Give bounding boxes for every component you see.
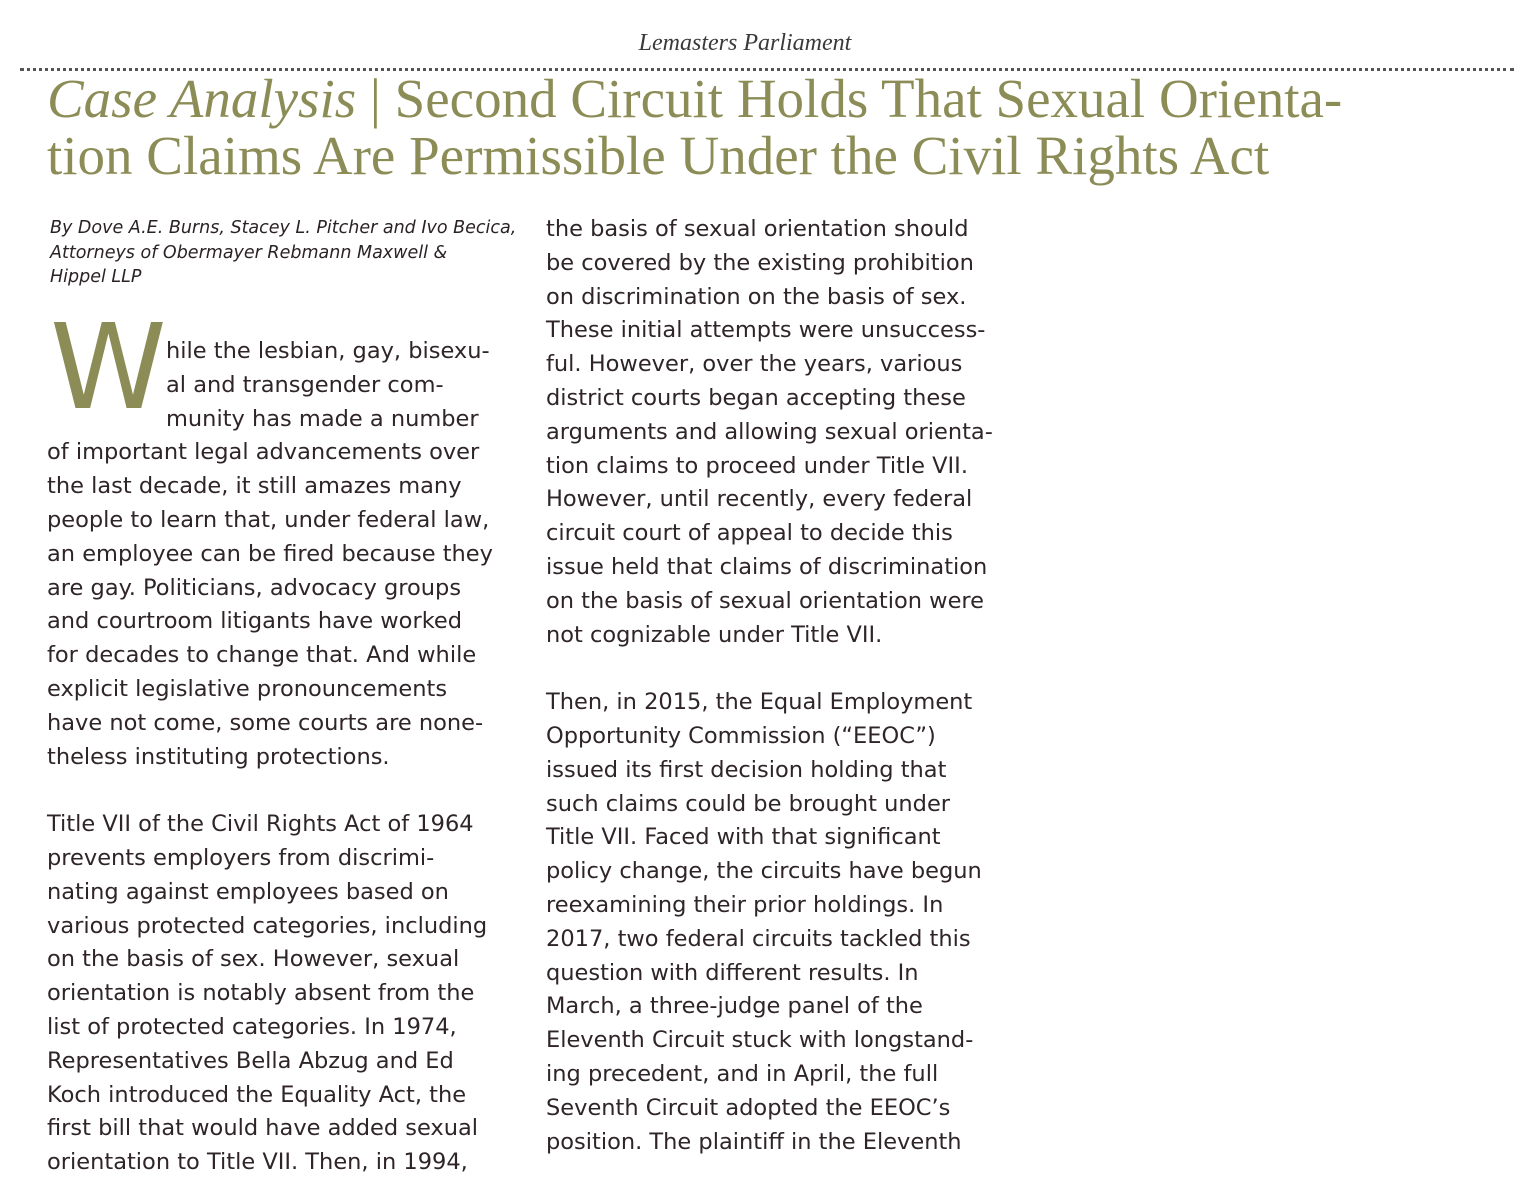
drop-cap: W <box>50 298 167 436</box>
text-line: circuit court of appeal to decide this <box>546 520 953 547</box>
text-line: theless instituting protections. <box>47 743 390 770</box>
text-line: for decades to change that. And while <box>47 642 477 669</box>
text-line: reexamining their prior holdings. In <box>546 891 944 918</box>
byline-line: Attorneys of Obermayer Rebmann Maxwell & <box>50 242 448 263</box>
paragraph-gap <box>546 652 1016 686</box>
text-line: first bill that would have added sexual <box>47 1115 479 1142</box>
text-line: These initial attempts were unsuccess- <box>546 317 986 344</box>
text-line: Seventh Circuit adopted the EEOC’s <box>546 1094 951 1121</box>
title-line-2: tion Claims Are Permissible Under the Civil Rights Act <box>47 125 1270 186</box>
text-line: Title VII. Faced with that significant <box>546 824 941 851</box>
text-line: orientation is notably absent from the <box>47 980 475 1007</box>
text-line: nating against employees based on <box>47 878 449 905</box>
right-column <box>546 213 1016 1159</box>
text-line: Eleventh Circuit stuck with longstand- <box>546 1027 974 1054</box>
title-line-1-rest: Second Circuit Holds That Sexual Orienta- <box>394 68 1343 129</box>
text-line: tion claims to proceed under Title VII. <box>546 452 968 479</box>
title-separator: | <box>356 68 395 129</box>
text-line: and courtroom litigants have worked <box>47 608 463 635</box>
text-line: district courts began accepting these <box>546 384 966 411</box>
text-line: al and transgender com- <box>166 371 444 398</box>
text-line: policy change, the circuits have begun <box>546 858 982 885</box>
text-line: not cognizable under Title VII. <box>546 621 883 648</box>
text-line: orientation to Title VII. Then, in 1994, <box>47 1149 468 1176</box>
text-line: position. The plaintiff in the Eleventh <box>546 1128 962 1155</box>
text-line: hile the lesbian, gay, bisexu- <box>166 338 490 364</box>
text-line: ful. However, over the years, various <box>546 351 963 378</box>
left-column <box>47 335 517 1180</box>
text-line: have not come, some courts are none- <box>47 709 484 736</box>
text-line: various protected categories, including <box>47 912 488 939</box>
text-line: March, a three-judge panel of the <box>546 993 923 1020</box>
byline <box>50 216 517 290</box>
text-line: question with different results. In <box>546 959 919 986</box>
text-line: an employee can be fired because they <box>47 540 493 567</box>
title-kicker: Case Analysis <box>47 68 357 129</box>
article-title <box>47 70 1487 184</box>
text-line: be covered by the existing prohibition <box>546 249 974 276</box>
text-line: list of protected categories. In 1974, <box>47 1013 457 1040</box>
paragraph-gap <box>47 774 517 808</box>
text-line: munity has made a number <box>166 405 479 432</box>
text-line: Then, in 2015, the Equal Employment <box>546 689 973 716</box>
text-line: Opportunity Commission (“EEOC”) <box>546 722 936 749</box>
text-line: However, until recently, every federal <box>546 486 973 513</box>
byline-line: By Dove A.E. Burns, Stacey L. Pitcher and Ivo Becica, <box>50 218 517 238</box>
text-line: of important legal advancements over <box>47 439 480 466</box>
byline-line: Hippel LLP <box>50 267 142 287</box>
text-line: 2017, two federal circuits tackled this <box>546 925 971 952</box>
text-line: arguments and allowing sexual orienta- <box>546 418 993 445</box>
publication-header: Lemasters Parliament <box>638 30 852 56</box>
text-line: Koch introduced the Equality Act, the <box>47 1081 467 1108</box>
title-line-1 <box>47 70 1487 127</box>
text-line: Representatives Bella Abzug and Ed <box>47 1047 454 1074</box>
text-line: the last decade, it still amazes many <box>47 473 462 500</box>
text-line: on the basis of sexual orientation were <box>546 587 985 614</box>
text-line: ing precedent, and in April, the full <box>546 1060 939 1087</box>
text-line: on discrimination on the basis of sex. <box>546 283 967 310</box>
text-line: Title VII of the Civil Rights Act of 1964 <box>47 811 474 838</box>
text-line: people to learn that, under federal law, <box>47 506 490 533</box>
text-line: issue held that claims of discrimination <box>546 553 988 580</box>
text-line: are gay. Politicians, advocacy groups <box>47 574 462 601</box>
text-line: on the basis of sex. However, sexual <box>47 946 460 973</box>
text-line: explicit legislative pronouncements <box>47 675 448 702</box>
text-line: issued its first decision holding that <box>546 756 947 783</box>
text-line: prevents employers from discrimi- <box>47 844 435 871</box>
text-line: such claims could be brought under <box>546 790 951 817</box>
text-line: the basis of sexual orientation should <box>546 216 969 242</box>
